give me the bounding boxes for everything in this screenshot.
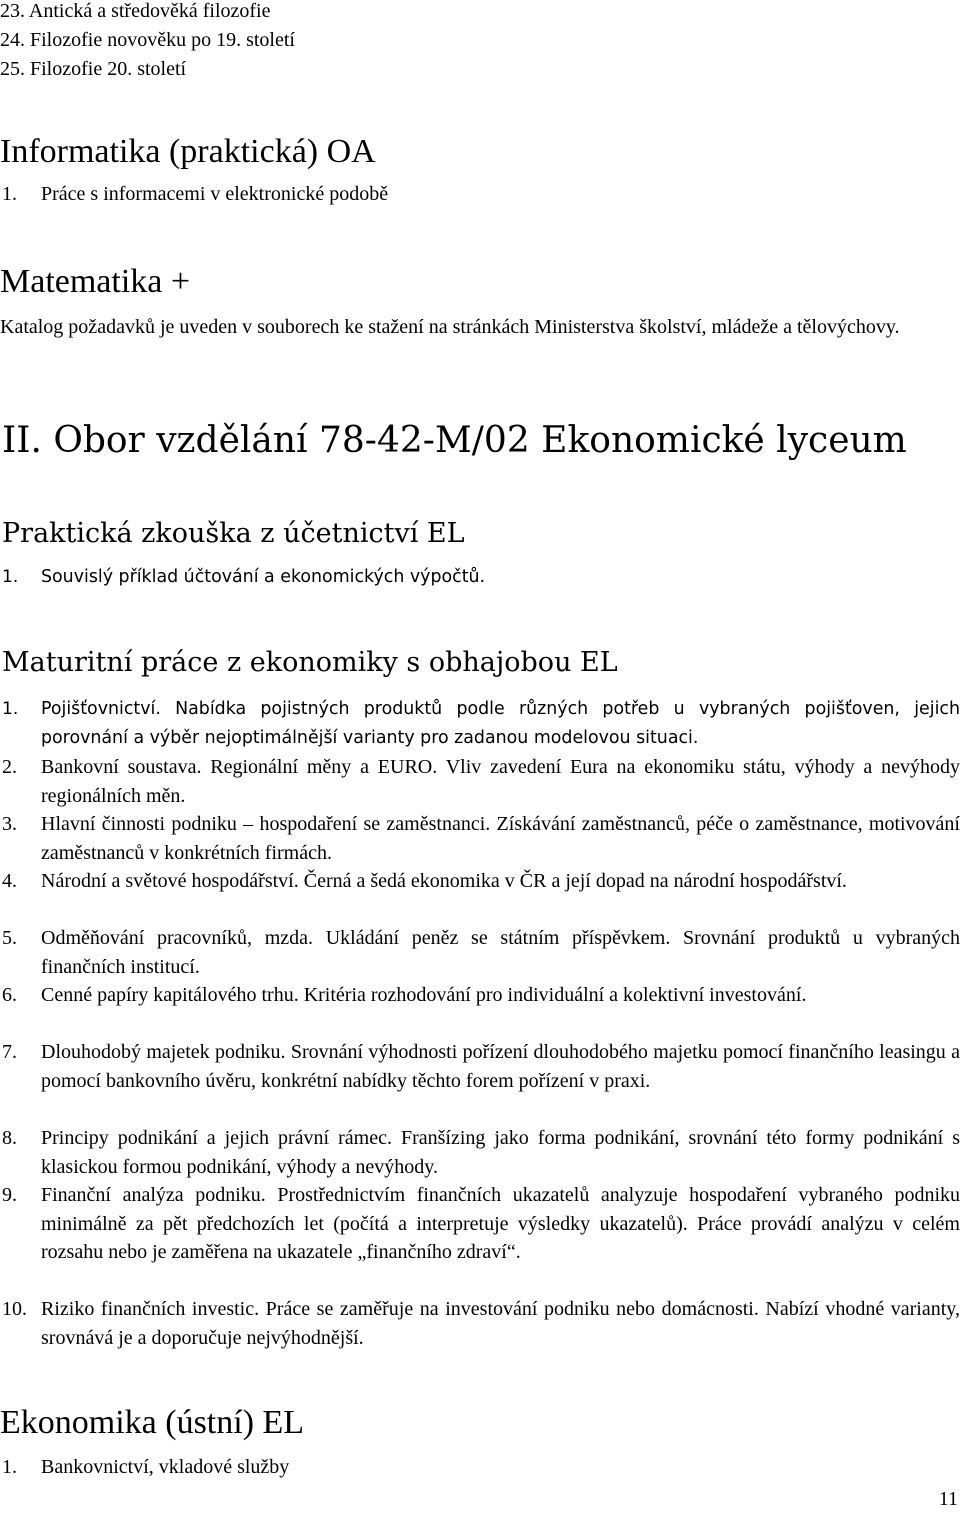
section-heading-prakticka: Praktická zkouška z účetnictví EL [2,518,465,549]
page-title: II. Obor vzdělání 78-42-M/02 Ekonomické lyceum [2,420,907,461]
item-text: Pojišťovnictví. Nabídka pojistných produktů podle různých potřeb u vybraných pojišťoven, jejich porovnání a výběr nejoptimálnější varianty pro zadanou modelovou situaci. [41,699,960,748]
item-text: Cenné papíry kapitálového trhu. Kritéria rozhodování pro individuální a kolektivní investování. [41,984,807,1006]
list-item [0,26,295,55]
item-number: 1. [2,1456,17,1478]
paragraph: Katalog požadavků je uveden v souborech ke stažení na stránkách Ministerstva školství, mládeže a tělovýchovy. [0,316,900,338]
item-text: Národní a světové hospodářství. Černá a šedá ekonomika v ČR a její dopad na národní hospodářství. [41,870,847,892]
list-item [2,924,960,981]
list-item [2,1124,960,1181]
item-text: Práce s informacemi v elektronické podobě [41,183,389,205]
item-text: Finanční analýza podniku. Prostřednictvím finančních ukazatelů analyzuje hospodaření vybraného podniku minimálně za pět předchozích let (počítá a interpretuje výsledky ukazatelů). Práce provádí analýzu v celém rozsahu nebo je zaměřena na ukazatele „finančního zdraví“. [41,1184,960,1263]
item-text: Filozofie novověku po 19. století [30,29,295,51]
item-text: Riziko finančních investic. Práce se zaměřuje na investování podniku nebo domácnosti. Nabízí vhodné varianty, srovnává je a doporučuje nejvýhodnější. [41,1298,960,1349]
item-number: 6. [2,984,17,1006]
item-number: 2. [2,756,17,778]
item-text: Hlavní činnosti podniku – hospodaření se zaměstnanci. Získávání zaměstnanců, péče o zaměstnance, motivování zaměstnanců v konkrétních firmách. [41,813,960,864]
item-text: Principy podnikání a jejich právní rámec. Franšízing jako forma podnikání, srovnání této formy podnikání s klasickou formou podnikání, výhody a nevýhody. [41,1127,960,1178]
list-item [2,1453,960,1482]
list-item [2,981,960,1010]
list-item [2,1181,960,1267]
item-number: 8. [2,1127,17,1149]
item-number: 10. [2,1298,27,1320]
list-item [2,753,960,810]
list-item [0,0,270,26]
item-number: 1. [2,183,17,205]
item-number: 5. [2,927,17,949]
list-item [2,563,960,592]
item-text: Odměňování pracovníků, mzda. Ukládání peněz se státním příspěvkem. Srovnání produktů u vybraných finančních institucí. [41,927,960,978]
item-number: 25. [0,58,25,80]
section-heading-informatika: Informatika (praktická) OA [0,133,376,170]
item-number: 24. [0,29,25,51]
item-text: Bankovní soustava. Regionální měny a EURO. Vliv zavedení Eura na ekonomiku státu, výhody a nevýhody regionálních měn. [41,756,960,807]
section-heading-ekonomika: Ekonomika (ústní) EL [0,1404,305,1441]
item-text: Dlouhodobý majetek podniku. Srovnání výhodnosti pořízení dlouhodobého majetku pomocí finančního leasingu a pomocí bankovního úvěru, konkrétní nabídky těchto forem pořízení v praxi. [41,1041,960,1092]
item-text: Filozofie 20. století [30,58,187,80]
item-number: 23. [0,0,25,22]
item-number: 4. [2,870,17,892]
list-item [2,1038,960,1095]
item-number: 7. [2,1041,17,1063]
list-item [2,1295,960,1352]
list-item [2,180,960,209]
item-number: 1. [2,699,19,719]
section-heading-maturitni: Maturitní práce z ekonomiky s obhajobou EL [2,647,618,678]
item-text: Antická a středověká filozofie [28,0,271,22]
item-number: 1. [2,567,19,587]
page-number: 11 [938,1488,958,1510]
list-item [2,695,960,753]
section-heading-matematika: Matematika + [0,263,191,300]
list-item [0,55,186,84]
list-item [2,810,960,867]
item-text: Bankovnictví, vkladové služby [41,1456,290,1478]
list-item [2,867,960,896]
item-number: 3. [2,813,17,835]
item-text: Souvislý příklad účtování a ekonomických výpočtů. [41,567,486,587]
item-number: 9. [2,1184,17,1206]
